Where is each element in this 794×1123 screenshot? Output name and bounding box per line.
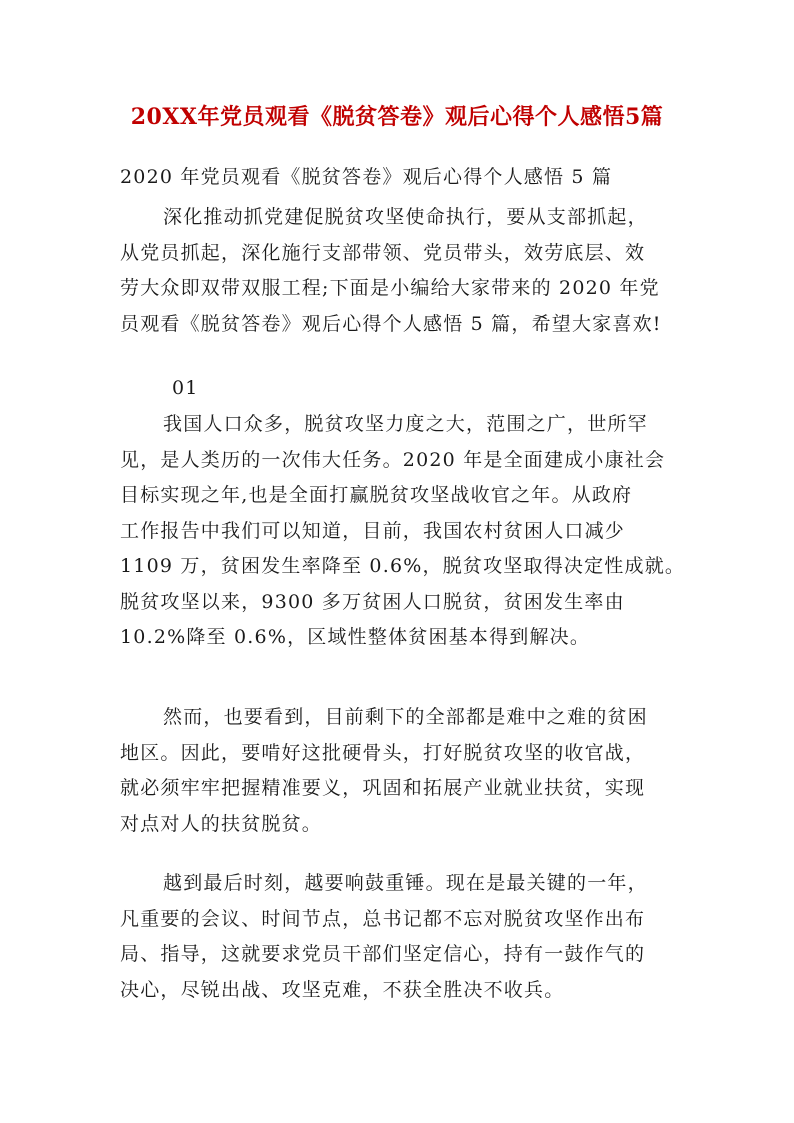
paragraph-line: 脱贫攻坚以来，9300 多万贫困人口脱贫，贫困发生率由 bbox=[120, 590, 625, 613]
paragraph-3 bbox=[120, 866, 688, 1008]
paragraph-line: 凡重要的会议、时间节点，总书记都不忘对脱贫攻坚作出布 bbox=[120, 907, 646, 930]
paragraph-line: 目标实现之年,也是全面打赢脱贫攻坚战收官之年。从政府 bbox=[120, 484, 633, 506]
paragraph-line: 然而，也要看到，目前剩下的全部都是难中之难的贫困 bbox=[163, 706, 648, 728]
paragraph-line: 越到最后时刻，越要响鼓重锤。现在是最关键的一年， bbox=[163, 872, 648, 894]
intro-line: 深化推动抓党建促脱贫攻坚使命执行，要从支部抓起， bbox=[163, 206, 648, 228]
intro-line: 从党员抓起，深化施行支部带领、党员带头，效劳底层、效 bbox=[120, 241, 646, 264]
paragraph-line: 局、指导，这就要求党员干部们坚定信心，持有一鼓作气的 bbox=[120, 943, 646, 965]
paragraph-line: 工作报告中我们可以知道，目前，我国农村贫困人口减少 bbox=[120, 519, 626, 542]
intro-line: 劳大众即双带双服工程;下面是小编给大家带来的 2020 年党 bbox=[120, 277, 660, 299]
paragraph-line: 1109 万，贫困发生率降至 0.6%，脱贫攻坚取得决定性成就。 bbox=[120, 555, 686, 577]
paragraph-line: 10.2%降至 0.6%，区域性整体贫困基本得到解决。 bbox=[120, 626, 591, 648]
paragraph-line: 决心，尽锐出战、攻坚克难，不获全胜决不收兵。 bbox=[120, 978, 565, 1001]
paragraph-1 bbox=[120, 407, 688, 656]
paragraph-2 bbox=[120, 700, 688, 842]
section-number bbox=[120, 371, 688, 407]
intro-paragraph bbox=[120, 200, 688, 342]
document-subtitle bbox=[120, 160, 688, 196]
paragraph-line: 地区。因此，要啃好这批硬骨头，打好脱贫攻坚的收官战， bbox=[120, 741, 646, 764]
document-title: 20XX年党员观看《脱贫答卷》观后心得个人感悟5篇 bbox=[130, 104, 664, 130]
intro-line: 员观看《脱贫答卷》观后心得个人感悟 5 篇，希望大家喜欢! bbox=[120, 312, 662, 335]
paragraph-line: 就必须牢牢把握精准要义，巩固和拓展产业就业扶贫，实现 bbox=[120, 777, 646, 799]
paragraph-line: 对点对人的扶贫脱贫。 bbox=[120, 812, 323, 835]
section-number-text: 01 bbox=[172, 377, 199, 399]
subtitle-line: 2020 年党员观看《脱贫答卷》观后心得个人感悟 5 篇 bbox=[120, 166, 613, 188]
paragraph-line: 我国人口众多，脱贫攻坚力度之大，范围之广，世所罕 bbox=[163, 413, 648, 435]
paragraph-line: 见，是人类历的一次伟大任务。2020 年是全面建成小康社会 bbox=[120, 448, 666, 471]
